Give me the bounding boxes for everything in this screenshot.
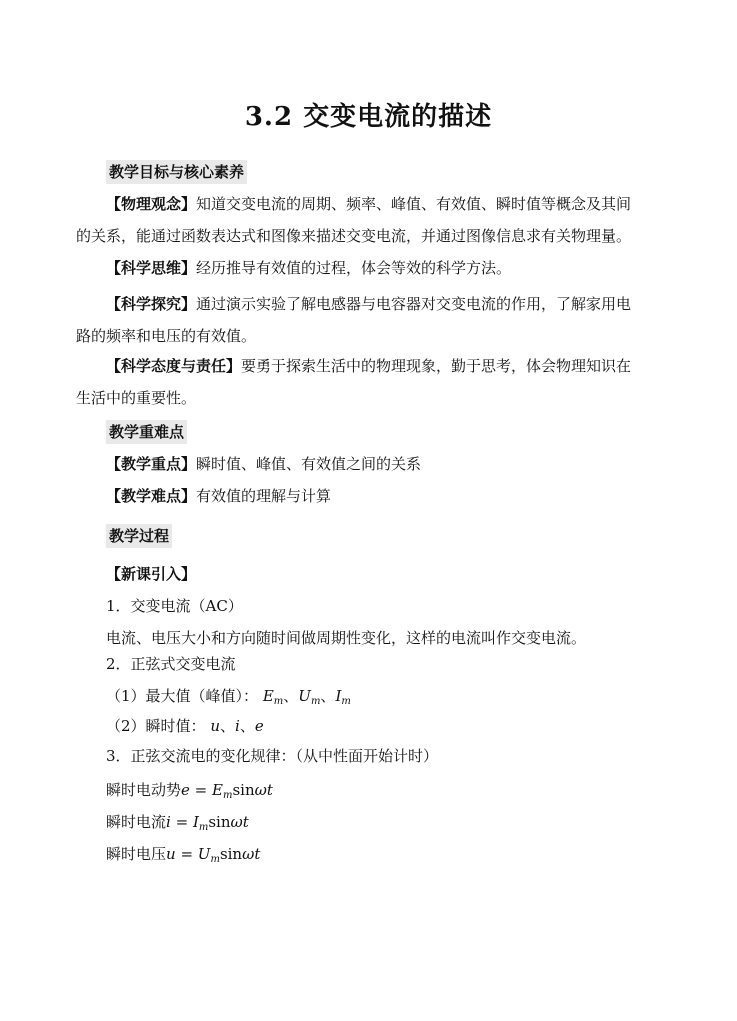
para-sinusoidal-title: 2．正弦式交变电流 [106,655,236,673]
goal-science-attitude: 【科学态度与责任】要勇于探索生活中的物理现象，勤于思考，体会物理知识在 [106,357,632,375]
goal-label: 【物理观念】 [106,195,197,213]
para-instant-value: （2）瞬时值： u、i、e [106,717,264,735]
goal-label: 【科学探究】 [106,295,197,313]
para-ac-definition-title: 1．交变电流（AC） [106,597,243,615]
formula-current: 瞬时电流$i = I_m\sin\omega t$ [106,813,249,833]
goal-label: 【科学态度与责任】 [106,357,242,375]
goal-physics-concept-cont: 的关系，能通过函数表达式和图像来描述交变电流，并通过图像信息求有关物理量。 [76,227,632,245]
goal-physics-concept: 【物理观念】知道交变电流的周期、频率、峰值、有效值、瞬时值等概念及其间 [106,195,632,213]
section-heading-key-points: 教学重难点 [106,422,187,442]
formula-voltage: 瞬时电压$u = U_m\sin\omega t$ [106,845,261,865]
section-heading-goals: 教学目标与核心素养 [106,162,247,182]
goal-science-inquiry-cont: 路的频率和电压的有效值。 [76,327,257,345]
section-heading-process: 教学过程 [106,526,172,546]
goal-science-attitude-cont: 生活中的重要性。 [76,389,197,407]
difficult-point: 【教学难点】有效值的理解与计算 [106,487,332,505]
new-lesson-heading: 【新课引入】 [106,565,197,583]
goal-science-inquiry: 【科学探究】通过演示实验了解电感器与电容器对交变电流的作用，了解家用电 [106,295,632,313]
para-ac-definition: 电流、电压大小和方向随时间做周期性变化，这样的电流叫作交变电流。 [106,629,587,647]
page-title: 3.2 交变电流的描述 [244,102,493,132]
goal-science-thinking: 【科学思维】经历推导有效值的过程，体会等效的科学方法。 [106,259,512,277]
key-point: 【教学重点】瞬时值、峰值、有效值之间的关系 [106,455,422,473]
goal-label: 【科学思维】 [106,259,197,277]
para-variation-law: 3．正弦交流电的变化规律：（从中性面开始计时） [106,747,439,765]
para-max-value: （1）最大值（峰值）： $E_m$、$U_m$、$I_m$ [106,687,351,707]
formula-emf: 瞬时电动势$e = E_m\sin\omega t$ [106,781,273,801]
